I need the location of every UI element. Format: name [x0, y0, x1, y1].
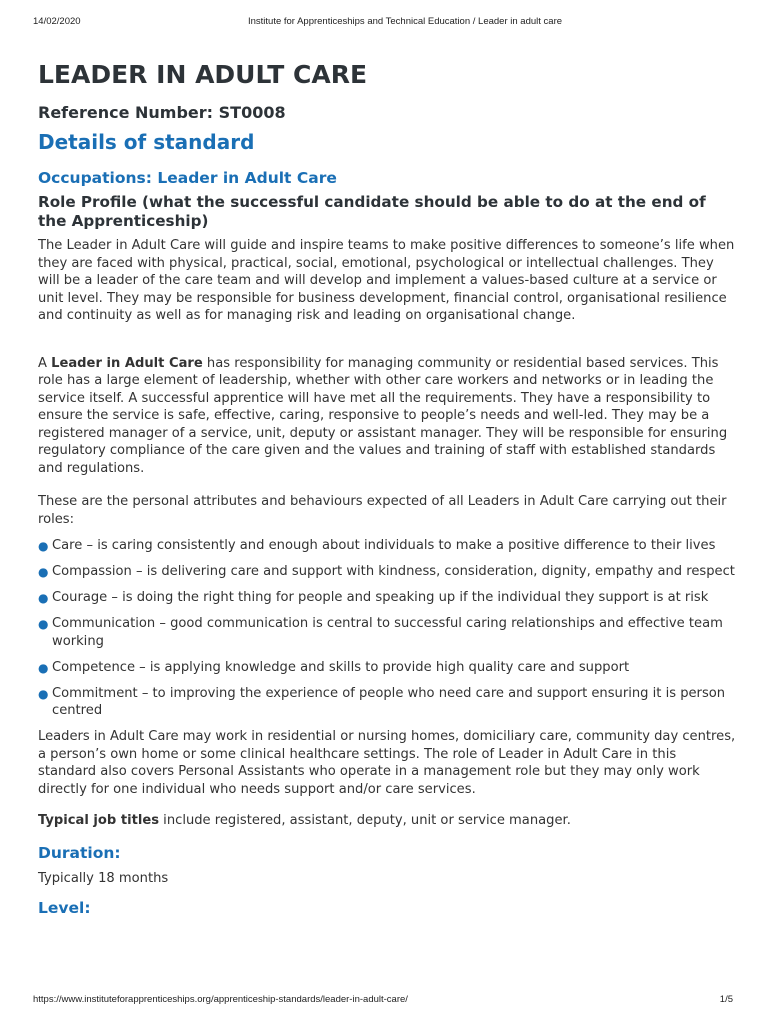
job-titles-bold: Typical job titles — [38, 813, 160, 828]
job-titles-paragraph — [38, 812, 738, 830]
bullet-icon: ● — [38, 660, 49, 675]
print-page-title: Institute for Apprenticeships and Technical Education / Leader in adult care — [247, 16, 563, 27]
responsibility-paragraph — [38, 355, 738, 478]
main-content — [38, 60, 738, 917]
print-url: https://www.instituteforapprenticeships.org/apprenticeship-standards/leader-in-adult-care/ — [33, 994, 408, 1005]
job-titles-rest: include registered, assistant, deputy, unit or service manager. — [159, 813, 571, 828]
bullet-icon: ● — [38, 539, 49, 553]
bullet-icon: ● — [38, 686, 49, 701]
responsibility-rest: has responsibility for managing community or residential based services. This role has a large element of leadership, whether with other care workers and networks or in leading the service itself. A successful apprentice will have met all the requirements. They have a responsibility to ensure the service is safe, effective, caring, responsive to people’s needs and well-led. They may be a registered manager of a service, unit, deputy or assistant manager. They will be responsible for ensuring regulatory compliance of the care given and the values and training of staff with established standards and regulations. — [38, 355, 728, 476]
settings-paragraph: Leaders in Adult Care may work in residential or nursing homes, domiciliary care, community day centres, a person’s own home or some clinical healthcare settings. The role of Leader in Adult Care in this standard also covers Personal Assistants who operate in a management role but they may only work directly for one individual who needs support and/or care services. — [38, 729, 736, 797]
print-header — [33, 16, 737, 30]
list-item — [38, 685, 738, 720]
reference-number: Reference Number: ST0008 — [38, 103, 286, 122]
page-number: 1/5 — [719, 994, 733, 1005]
list-item — [38, 659, 738, 677]
responsibility-bold: Leader in Adult Care — [51, 355, 203, 371]
bullet-icon: ● — [38, 591, 49, 605]
attribute-text: Communication – good communication is central to successful caring relationships and effective team working — [52, 616, 723, 649]
list-item — [38, 563, 738, 581]
attribute-text: Competence – is applying knowledge and skills to provide high quality care and support — [52, 659, 630, 675]
attribute-text: Commitment – to improving the experience of people who need care and support ensuring it is person centred — [52, 685, 726, 718]
duration-value: Typically 18 months — [38, 870, 169, 886]
bullet-icon: ● — [38, 565, 49, 579]
responsibility-lead: A — [38, 355, 52, 371]
duration-heading: Duration: — [38, 843, 121, 862]
attributes-intro: These are the personal attributes and behaviours expected of all Leaders in Adult Care carrying out their roles: — [38, 494, 727, 527]
attribute-text: Care – is caring consistently and enough about individuals to make a positive difference to their lives — [52, 538, 716, 553]
attribute-text: Compassion – is delivering care and support with kindness, consideration, dignity, empathy and respect — [52, 564, 735, 579]
intro-paragraph: The Leader in Adult Care will guide and inspire teams to make positive differences to someone’s life when they are faced with physical, practical, social, emotional, psychological or intellectual challenges. They will be a leader of the care team and will develop and implement a values-based culture at a service or unit level. They may be responsible for business development, financial control, organisational resilience and continuity as well as for managing risk and leading on organisational change. — [38, 238, 735, 323]
details-heading: Details of standard — [38, 130, 255, 154]
attribute-text: Courage – is doing the right thing for people and speaking up if the individual they support is at risk — [52, 590, 709, 605]
print-footer — [33, 994, 737, 1008]
list-item — [38, 537, 738, 555]
attributes-list — [38, 537, 738, 720]
bullet-icon: ● — [38, 617, 49, 631]
list-item — [38, 615, 738, 650]
list-item — [38, 589, 738, 607]
print-date: 14/02/2020 — [33, 16, 81, 27]
role-profile-heading: Role Profile (what the successful candidate should be able to do at the end of the Apprenticeship) — [38, 193, 706, 230]
page-title: LEADER IN ADULT CARE — [38, 60, 368, 89]
level-heading: Level: — [38, 899, 91, 917]
occupations-heading: Occupations: Leader in Adult Care — [38, 169, 337, 187]
